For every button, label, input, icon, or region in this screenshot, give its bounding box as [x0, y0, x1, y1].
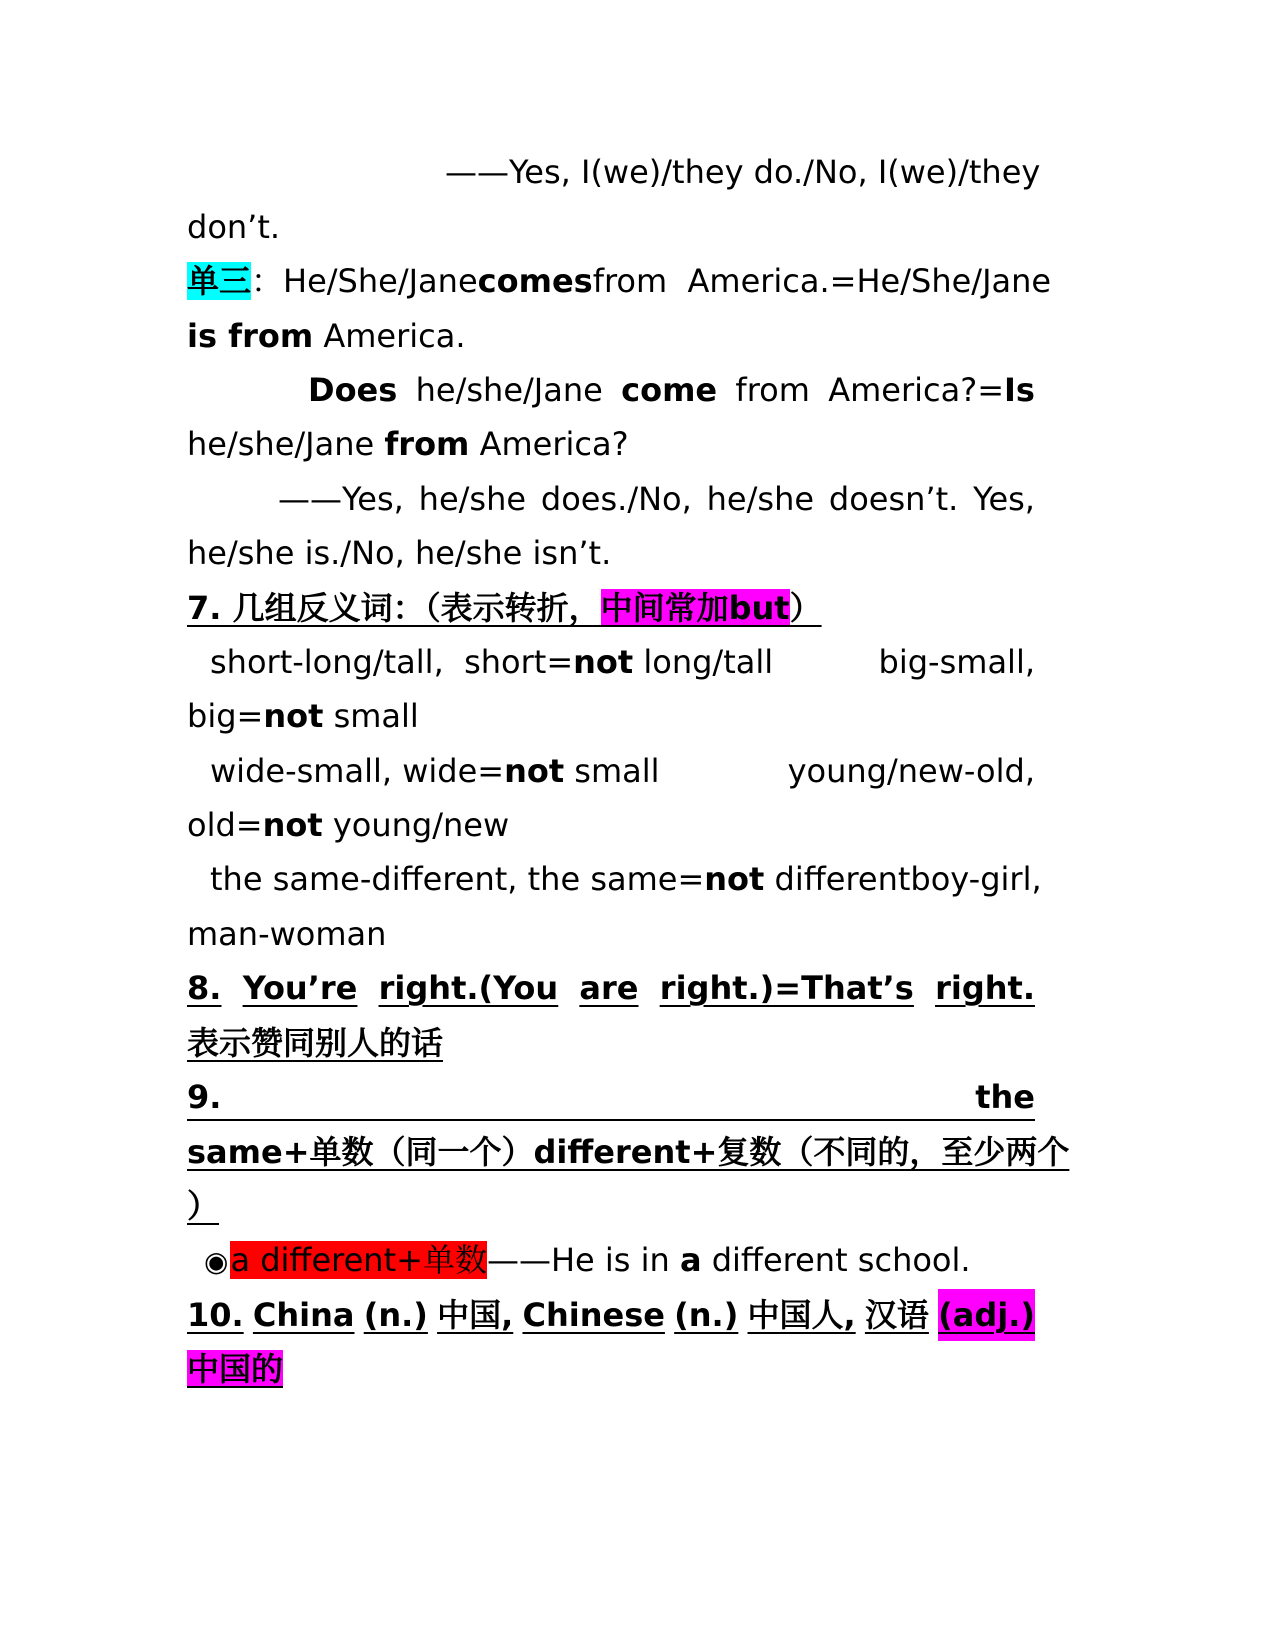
word: right. [935, 969, 1035, 1007]
word: America?= [828, 371, 1004, 409]
text: ——He is in [486, 1241, 680, 1279]
third-person-line-2 [187, 310, 1087, 362]
word: America? [479, 425, 629, 463]
third-person-line [187, 255, 1052, 307]
bold-not: not [262, 806, 323, 844]
word: he/she/Jane [415, 371, 603, 409]
heading-right [187, 962, 1035, 1014]
heading-close: ） [789, 589, 822, 627]
highlight-red: a different+单数 [230, 1241, 487, 1279]
sentence-rest: from America.=He/She/Jane [592, 262, 1052, 300]
word: (n.) [363, 1296, 428, 1334]
highlight-but: 中间常加but [600, 589, 790, 627]
text: the same-different, the same= [210, 860, 705, 898]
text: big-small, [878, 643, 1035, 681]
text: man-woman [187, 915, 387, 953]
word: ——Yes, [278, 480, 404, 518]
word: are [579, 969, 639, 1007]
antonym-line-1b [187, 690, 1087, 742]
highlight-chinese: 中国的 [187, 1350, 284, 1388]
text: old= [187, 806, 263, 844]
antonym-line-3 [210, 853, 1042, 905]
word: right.)=That’s [659, 969, 914, 1007]
text: small [564, 752, 660, 790]
answer-line-1 [445, 146, 1041, 198]
example-line [204, 1234, 1104, 1286]
heading-text: 表示赞同别人的话 [187, 1024, 444, 1062]
heading-china-2 [187, 1343, 1087, 1395]
word: 中国, [437, 1296, 514, 1334]
reply-line [278, 473, 1035, 525]
text: small [323, 697, 419, 735]
word: Yes, [973, 480, 1035, 518]
third-person-label: 单三 [187, 262, 252, 300]
antonym-line-3b [187, 908, 1087, 960]
heading-right-2 [187, 1017, 1087, 1069]
bold-not: not [263, 697, 324, 735]
text: long/tall [633, 643, 774, 681]
word: he/she [418, 480, 527, 518]
word: he/she [706, 480, 815, 518]
question-line [308, 364, 1035, 416]
heading-close: ） [187, 1187, 220, 1225]
bold-not: not [704, 860, 765, 898]
heading-text: same+单数（同一个）different+复数（不同的，至少两个 [187, 1133, 1070, 1171]
text: different school. [701, 1241, 971, 1279]
answer-text-cont: don’t. [187, 208, 281, 246]
antonym-line-1 [210, 636, 1035, 688]
answer-line-2 [187, 201, 1087, 253]
text: big= [187, 697, 264, 735]
word: China [252, 1296, 355, 1334]
word: doesn’t. [828, 480, 959, 518]
heading-same-2 [187, 1126, 1070, 1178]
word: the [975, 1078, 1035, 1116]
word: 8. [187, 969, 222, 1007]
heading-antonyms [187, 582, 1087, 634]
heading-same-3 [187, 1180, 1087, 1232]
text: boy-girl, [910, 860, 1042, 898]
text: different [764, 860, 911, 898]
sentence-rest: America. [323, 317, 466, 355]
word: 10. [187, 1296, 244, 1334]
word: You’re [242, 969, 358, 1007]
heading-same [187, 1071, 1035, 1121]
subject-text: ：He/She/Jane [251, 262, 478, 300]
highlight-adj: (adj.) [938, 1289, 1035, 1341]
text: wide-small, wide= [210, 752, 505, 790]
reply-line-2 [187, 527, 1087, 579]
heading-china [187, 1289, 1035, 1341]
word: does./No, [540, 480, 692, 518]
heading-text: 7. 几组反义词：（表示转折， [187, 589, 601, 627]
word: right.(You [378, 969, 559, 1007]
word: from [735, 371, 810, 409]
word: (n.) [674, 1296, 739, 1334]
bold-not: not [504, 752, 565, 790]
bold-not: not [573, 643, 634, 681]
answer-text: ——Yes, I(we)/they do./No, I(we)/they [445, 153, 1041, 191]
word: 中国人, [747, 1296, 856, 1334]
text: short-long/tall, short= [210, 643, 574, 681]
word: come [621, 371, 718, 409]
word: 9. [187, 1078, 222, 1116]
antonym-line-2 [210, 745, 1035, 797]
word: Does [308, 371, 398, 409]
word: Is [1004, 371, 1035, 409]
reply-text: he/she is./No, he/she isn’t. [187, 534, 612, 572]
text: young/new-old, [787, 752, 1035, 790]
word: 汉语 [864, 1296, 929, 1334]
word: Chinese [522, 1296, 665, 1334]
bold-verb: comes [477, 262, 593, 300]
antonym-line-2b [187, 799, 1087, 851]
text: young/new [322, 806, 510, 844]
question-line-2 [187, 418, 1087, 470]
word: from [384, 425, 470, 463]
bullet-icon: ◉ [204, 1245, 229, 1278]
bold-a: a [679, 1241, 702, 1279]
word: he/she/Jane [187, 425, 375, 463]
bold-is-from: is from [187, 317, 314, 355]
